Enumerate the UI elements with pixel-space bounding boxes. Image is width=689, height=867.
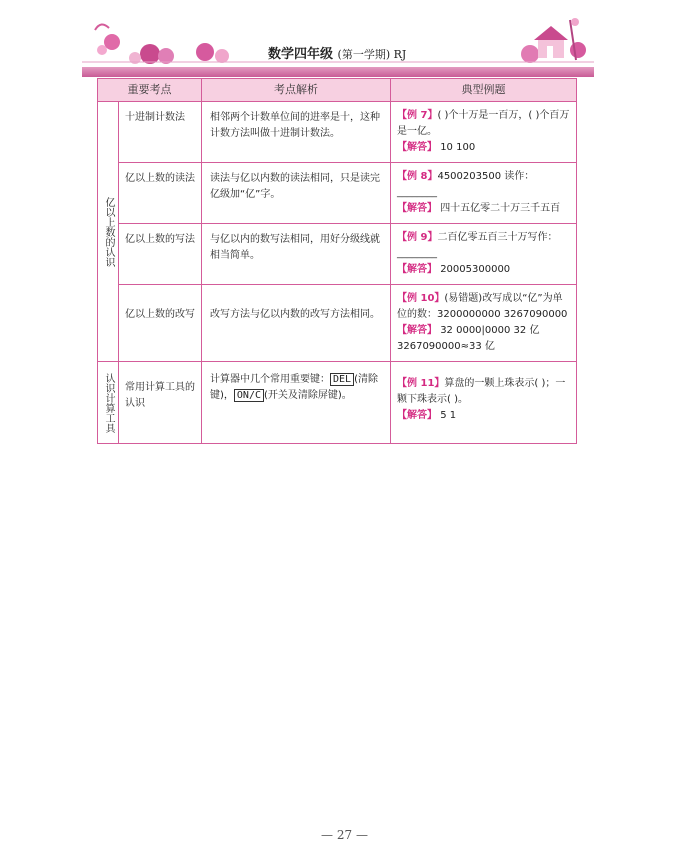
point-cell: 亿以上数的读法: [119, 163, 202, 224]
point-cell: 十进制计数法: [119, 102, 202, 163]
header-title-main: 数学四年级: [268, 47, 334, 62]
table-row: [98, 102, 577, 163]
table-row: [98, 224, 577, 285]
answer-text: 5 1: [440, 410, 457, 421]
table-row: [98, 163, 577, 224]
category-label: 认识计算工具: [103, 372, 114, 433]
column-header-key-point: 重要考点: [98, 79, 202, 102]
analysis-text-pre: 计算器中几个常用重要键：: [210, 374, 330, 385]
analysis-cell: 改写方法与亿以内数的改写方法相同。: [202, 285, 391, 362]
example-tag: 【例 11】: [397, 378, 445, 389]
analysis-cell: 与亿以内的数写法相同，用好分级线就相当简单。: [202, 224, 391, 285]
example-cell: [391, 362, 577, 444]
example-text: ( )个十万是一百万，( )个百万是一亿。: [397, 110, 570, 137]
answer-tag: 【解答】: [397, 142, 437, 153]
page-number: — 27 —: [321, 828, 368, 842]
table-row: [98, 362, 577, 444]
analysis-cell: [202, 362, 391, 444]
point-cell: 亿以上数的改写: [119, 285, 202, 362]
column-header-examples: 典型例题: [391, 79, 577, 102]
answer-text: 四十五亿零二十万三千五百: [440, 203, 561, 214]
point-cell: 常用计算工具的认识: [119, 362, 202, 444]
answer-text: 20005300000: [440, 264, 511, 275]
answer-text: 10 100: [440, 142, 476, 153]
header-title: [268, 43, 406, 62]
answer-text: 32 0000|0000 32 亿 3267090000≈33 亿: [397, 325, 540, 352]
del-key: DEL: [330, 373, 354, 386]
analysis-text-post: (开关及清除屏键)。: [264, 390, 352, 401]
category-cell: [98, 102, 119, 362]
example-cell: [391, 163, 577, 224]
table-header-row: [98, 79, 577, 102]
answer-tag: 【解答】: [397, 264, 437, 275]
example-cell: [391, 224, 577, 285]
analysis-cell: 相邻两个计数单位间的进率是十，这种计数方法叫做十进制计数法。: [202, 102, 391, 163]
example-cell: [391, 285, 577, 362]
point-cell: 亿以上数的写法: [119, 224, 202, 285]
header-bar: [82, 67, 594, 77]
header-subtitle: (第一学期) RJ: [337, 48, 407, 61]
column-header-analysis: 考点解析: [202, 79, 391, 102]
example-tag: 【例 9】: [397, 232, 438, 243]
example-text: (易错题)改写成以“亿”为单位的数：3200000000 3267090000: [397, 293, 568, 320]
example-cell: [391, 102, 577, 163]
right-house-decoration: [521, 18, 586, 63]
knowledge-table: [97, 78, 577, 444]
page-header: [0, 0, 689, 78]
category-label: 亿以上数的认识: [103, 196, 114, 267]
category-cell: [98, 362, 119, 444]
example-text: 二百亿零五百三十万写作：________: [397, 232, 558, 259]
analysis-cell: 读法与亿以内数的读法相同，只是读完亿级加“亿”字。: [202, 163, 391, 224]
answer-tag: 【解答】: [397, 203, 437, 214]
left-flower-decoration: [95, 24, 229, 64]
example-tag: 【例 10】: [397, 293, 445, 304]
example-tag: 【例 8】: [397, 171, 438, 182]
example-tag: 【例 7】: [397, 110, 438, 121]
analysis-text-mid: (清除键)，: [210, 374, 378, 401]
answer-tag: 【解答】: [397, 325, 437, 336]
answer-tag: 【解答】: [397, 410, 437, 421]
on-c-key: ON/C: [234, 389, 264, 402]
example-text: 4500203500 读作：________: [397, 171, 535, 198]
table-row: [98, 285, 577, 362]
example-text: 算盘的一颗上珠表示( )；一颗下珠表示( )。: [397, 378, 566, 405]
